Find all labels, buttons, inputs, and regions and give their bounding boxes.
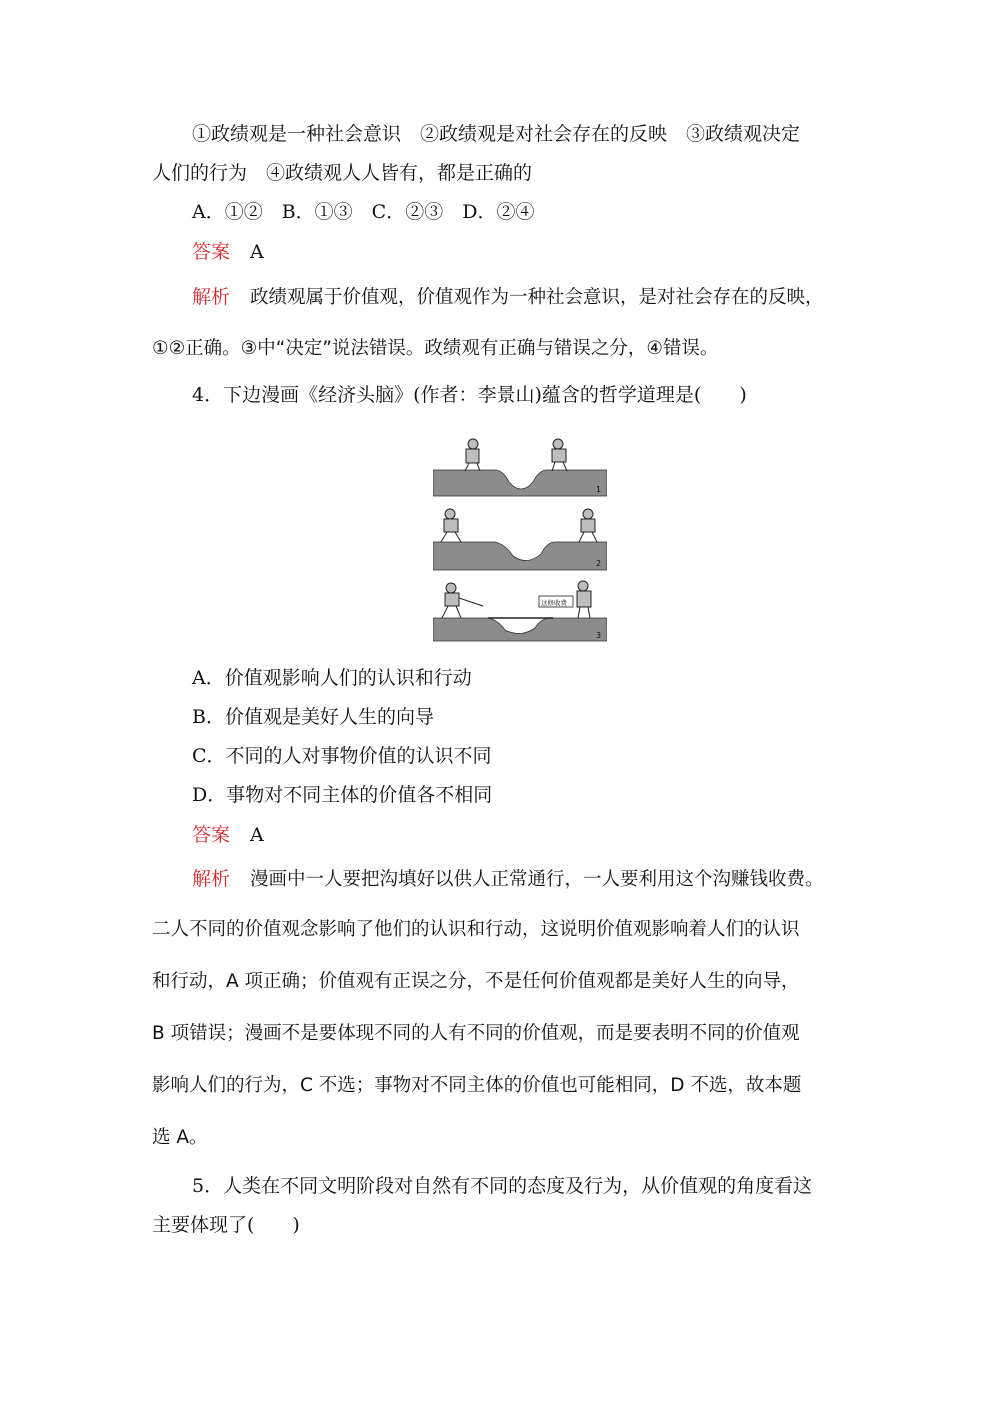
panel-number-1: 1 — [596, 485, 602, 494]
cartoon-economic-mind — [433, 430, 607, 643]
q4-analysis-line4: B 项错误；漫画不是要体现不同的人有不同的价值观，而是要表明不同的价值观 — [152, 1023, 800, 1044]
answer-label: 答案 — [192, 824, 231, 846]
q4-answer — [192, 823, 264, 847]
analysis-label: 解析 — [192, 868, 231, 890]
analysis-text: 漫画中一人要把沟填好以供人正常通行，一人要利用这个沟赚钱收费。 — [250, 869, 824, 890]
q4-stem: 4．下边漫画《经济头脑》(作者：李景山)蕴含的哲学道理是( ) — [192, 384, 747, 406]
q3-answer — [192, 240, 264, 264]
answer-label: 答案 — [192, 241, 231, 263]
q4-analysis-line3: 和行动，A 项正确；价值观有正误之分，不是任何价值观都是美好人生的向导， — [152, 971, 800, 992]
q3-analysis-line2: ①②正确。③中“决定”说法错误。政绩观有正确与错误之分，④错误。 — [152, 338, 719, 359]
q4-option-c: C．不同的人对事物价值的认识不同 — [192, 745, 492, 767]
analysis-text: 政绩观属于价值观，价值观作为一种社会意识，是对社会存在的反映， — [250, 287, 824, 308]
q4-option-d: D．事物对不同主体的价值各不相同 — [192, 784, 493, 806]
q3-statements-line1: ①政绩观是一种社会意识 ②政绩观是对社会存在的反映 ③政绩观决定 — [192, 123, 801, 145]
q4-analysis-line1 — [192, 867, 824, 892]
q4-analysis-line5: 影响人们的行为，C 不选；事物对不同主体的价值也可能相同，D 不选，故本题 — [152, 1075, 802, 1096]
q5-stem-line1: 5．人类在不同文明阶段对自然有不同的态度及行为，从价值观的角度看这 — [192, 1175, 813, 1197]
q4-option-b: B．价值观是美好人生的向导 — [192, 706, 434, 728]
q4-option-a: A．价值观影响人们的认识和行动 — [192, 667, 472, 689]
q4-analysis-line2: 二人不同的价值观念影响了他们的认识和行动，这说明价值观影响着人们的认识 — [152, 919, 800, 940]
answer-value: A — [250, 241, 264, 263]
q3-analysis-line1 — [192, 285, 824, 310]
answer-value: A — [250, 824, 264, 846]
panel-number-3: 3 — [596, 631, 602, 640]
q5-stem-line2: 主要体现了( ) — [152, 1214, 300, 1236]
analysis-label: 解析 — [192, 286, 231, 308]
q4-analysis-line6: 选 A。 — [152, 1127, 208, 1148]
panel-number-2: 2 — [596, 559, 602, 568]
q3-options: A．①② B．①③ C．②③ D．②④ — [192, 201, 535, 223]
q3-statements-line2: 人们的行为 ④政绩观人人皆有，都是正确的 — [152, 162, 533, 184]
cartoon-sign-text: 这修收费 — [541, 599, 567, 607]
